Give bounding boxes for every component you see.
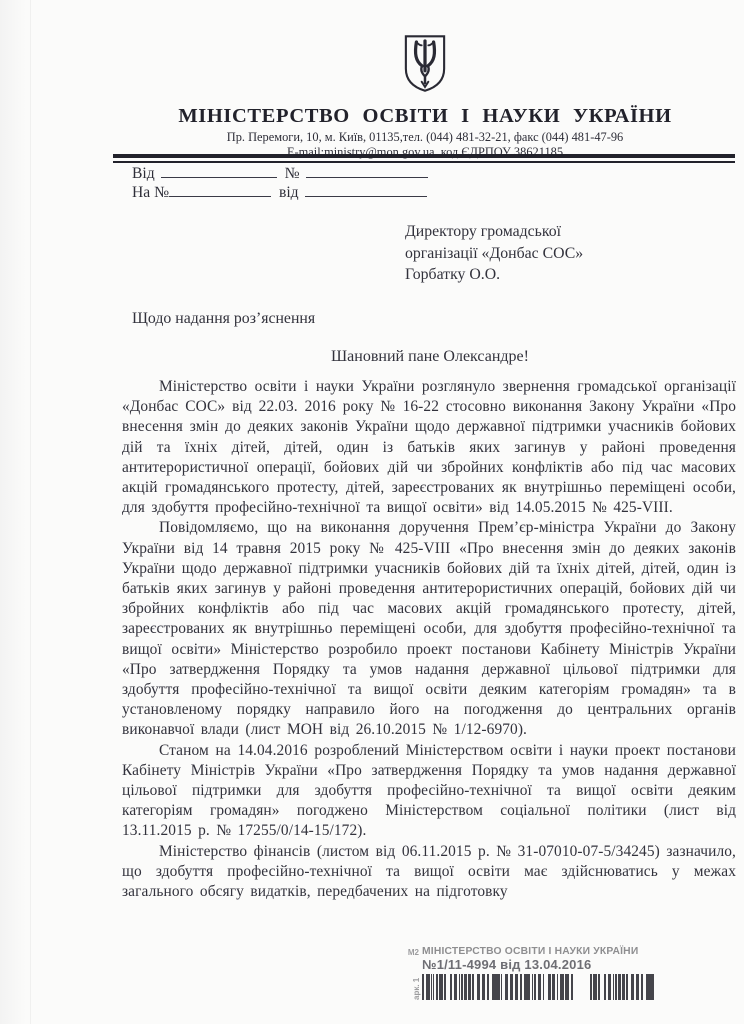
ministry-title: МІНІСТЕРСТВО ОСВІТИ І НАУКИ УКРАЇНИ [178,105,672,127]
reference-row-incoming [132,183,428,202]
registration-stamp [404,946,654,1000]
stamp-code: М2 [407,948,419,957]
letterhead-address: Пр. Перемоги, 10, м. Київ, 01135,тел. (044) 481-32-21, факс (044) 481-47-96 [226,130,624,144]
stamp-number-row [404,957,654,972]
subject-line: Щодо надання роз’яснення [132,310,316,327]
letterhead-divider [113,154,735,163]
body-paragraph: Міністерство освіти і науки України розглянуло звернення громадської організації «Донбас СОС» від 22.03. 2016 року № 16-22 стосовно виконання Закону України «Про внесення змін до деяких законів України щодо державної підтримки учасників бойових дій та їхніх дітей, дітей, один із батьків яких загинув у районі проведення антитерористичної операції, бойових дій чи збройних конфліктів або під час масових акцій громадянського протесту, дітей, зареєстрованих як внутрішньо переміщені особи, для здобуття професійно-технічної та вищої освіти» від 14.05.2015 № 425-VIII. [122,378,736,517]
reference-row-outgoing [132,164,428,183]
body-paragraph: Станом на 14.04.2016 розроблений Міністерством освіти і науки проект постанови Кабінету Міністрів України «Про затвердження Порядку та умов надання державної цільової підтримки для здобуття професійно-технічної та вищої освіти деяким категоріям громадян» погоджено Міністерством соціальної політики (лист від 13.11.2015 р. № 17255/0/14-15/172). [122,741,736,840]
ref-blank-outgoing-date [161,164,277,178]
letterhead-email: E-mail:ministry@mon.gov.ua, код ЄДРПОУ 38621185 [286,145,564,159]
ref-blank-incoming-number [169,183,271,197]
letter-body [122,377,736,902]
stamp-barcode-row [404,972,654,1000]
stamp-org-row [404,946,654,957]
salutation: Шановний пане Олександре! [331,348,529,365]
ref-label-vid2: від [278,184,299,201]
reference-block [132,164,428,202]
stamp-sheet-label: арк. 1 [412,977,421,1000]
stamp-registration-number: №1/11-4994 від 13.04.2016 [422,957,592,972]
addressee-line: Горбатку О.О. [405,266,501,284]
letterhead [115,34,735,160]
addressee-line: організації «Донбас СОС» [405,244,584,262]
body-paragraph: Повідомляємо, що на виконання доручення Прем’єр-міністра України до Закону України від 14 травня 2015 року № 425-VIII «Про внесення змін до деяких законів України щодо державної підтримки учасників бойових дій та їхніх дітей, дітей, один із батьків яких загинув у районі проведення антитерористичних операцій, бойових дій чи збройних конфліктів або під час масових акцій громадянського протесту, дітей, зареєстрованих як внутрішньо переміщені особи, для здобуття професійно-технічної та вищої освіти» Міністерство розробило проект постанови Кабінету Міністрів України «Про затвердження Порядку та умов надання державної цільової підтримки для здобуття професійно-технічної та вищої освіти деяким категоріям громадян» та в установленому порядку направило його на погодження до центральних органів виконавчої влади (лист МОН від 26.10.2015 № 1/12-6970). [122,519,736,739]
document-barcode [422,974,654,1000]
addressee-block [405,221,583,286]
ref-blank-incoming-date [305,183,427,197]
ref-blank-outgoing-number [306,164,428,178]
stamp-org-name: МІНІСТЕРСТВО ОСВІТИ І НАУКИ УКРАЇНИ [422,946,639,957]
ukraine-trident-emblem-icon [403,34,447,94]
body-paragraph: Міністерство фінансів (листом від 06.11.2015 р. № 31-07010-07-5/34245) зазначило, що здобуття професійно-технічної та вищої освіти має здійснюватись у межах загального обсягу видатків, передбачених на підготовку [122,842,736,901]
ref-label-number: № [284,165,300,182]
addressee-line: Директору громадської [405,223,562,240]
ref-label-vid: Від [132,165,155,182]
ref-label-na-number: На № [132,184,169,201]
